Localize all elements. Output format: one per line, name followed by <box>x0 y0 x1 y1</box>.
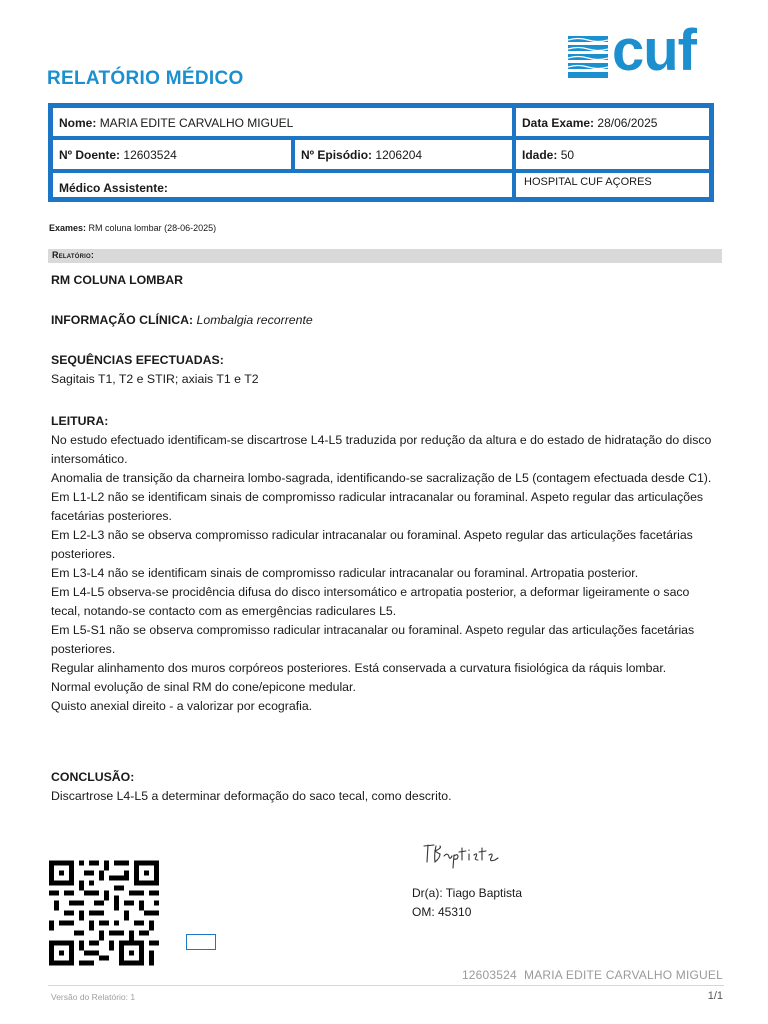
report-section-label: Relatório: <box>52 250 95 260</box>
clinical-info-value: Lombalgia recorrente <box>196 313 313 327</box>
doctor-name: Dr(a): Tiago Baptista <box>412 886 523 900</box>
doctor-om: OM: 45310 <box>412 905 472 919</box>
episode-number: 1206204 <box>375 148 423 162</box>
conclusion-text: Discartrose L4-L5 a determinar deformação do saco tecal, como descrito. <box>51 789 452 803</box>
reading-paragraph: Em L5-S1 não se observa compromisso radicular intracanalar ou foraminal. Aspeto regular das articulações facetárias posteriores. <box>51 623 695 656</box>
exam-date-label: Data Exame: <box>522 116 595 130</box>
cuf-logo-text: cuf <box>612 18 696 83</box>
qr-code-icon <box>49 860 159 966</box>
exams-label: Exames: <box>49 223 87 233</box>
assistant-doctor-label: Médico Assistente: <box>59 181 168 195</box>
patient-number: 12603524 <box>123 148 177 162</box>
exam-date-cell <box>514 106 711 138</box>
reading-paragraph: No estudo efectuado identificam-se discartrose L4-L5 traduzida por redução da altura e do estado de hidratação do disco intersomático. <box>51 433 712 466</box>
reading-paragraph: Anomalia de transição da charneira lombo-sagrada, identificando-se sacralização de L5 (contagem efectuada desde C1). <box>51 471 712 485</box>
page-number: 1/1 <box>707 990 723 1002</box>
sequences-label: SEQUÊNCIAS EFECTUADAS: <box>51 353 224 367</box>
footer-patient: 12603524 MARIA EDITE CARVALHO MIGUEL <box>461 968 723 982</box>
reading-paragraph: Quisto anexial direito - a valorizar por ecografia. <box>51 699 313 713</box>
hospital-name: HOSPITAL CUF AÇORES <box>524 176 652 188</box>
age-label: Idade: <box>522 148 558 162</box>
conclusion-label: CONCLUSÃO: <box>51 770 135 784</box>
doctor-block <box>412 884 522 922</box>
age: 50 <box>560 148 575 162</box>
exams-value: RM coluna lombar (28-06-2025) <box>88 223 217 233</box>
reading-paragraph: Em L2-L3 não se observa compromisso radicular intracanalar ou foraminal. Aspeto regular das articulações facetárias posteriores. <box>51 528 693 561</box>
assistant-doctor-cell <box>51 171 514 199</box>
patient-name-label: Nome: <box>59 116 97 130</box>
sequences-block <box>51 351 721 389</box>
reading-paragraph: Em L4-L5 observa-se procidência difusa do disco intersomático e artropatia posterior, a deformar ligeiramente o saco tecal, notando-se contacto com as emergências radiculares L5. <box>51 585 690 618</box>
exam-date: 28/06/2025 <box>597 116 658 130</box>
age-cell <box>514 138 711 171</box>
report-heading-block <box>51 271 721 290</box>
reading-label: LEITURA: <box>51 414 109 428</box>
reading-paragraph: Em L3-L4 não se identificam sinais de compromisso radicular intracanalar ou foraminal. Artropatia posterior. <box>51 566 639 580</box>
footer-divider <box>48 985 724 986</box>
report-heading: RM COLUNA LOMBAR <box>51 273 184 287</box>
reading-paragraph: Regular alinhamento dos muros corpóreos posteriores. Está conservada a curvatura fisiológica da ráquis lombar. <box>51 661 667 675</box>
patient-name: MARIA EDITE CARVALHO MIGUEL <box>99 116 294 130</box>
conclusion-block <box>51 768 721 806</box>
episode-number-label: Nº Episódio: <box>301 148 373 162</box>
patient-name-cell <box>51 106 514 138</box>
clinical-info-block <box>51 311 721 330</box>
exams-line <box>49 223 216 233</box>
patient-number-label: Nº Doente: <box>59 148 121 162</box>
reading-paragraph: Normal evolução de sinal RM do cone/epicone medular. <box>51 680 356 694</box>
report-title: RELATÓRIO MÉDICO <box>47 68 244 89</box>
sequences-value: Sagitais T1, T2 e STIR; axiais T1 e T2 <box>51 372 259 386</box>
clinical-info-label: INFORMAÇÃO CLÍNICA: <box>51 313 194 327</box>
episode-number-cell <box>293 138 514 171</box>
report-version: Versão do Relatório: 1 <box>51 992 136 1002</box>
small-blue-frame <box>186 934 216 950</box>
hospital-cell <box>514 171 711 199</box>
reading-paragraph: Em L1-L2 não se identificam sinais de compromisso radicular intracanalar ou foraminal. Aspeto regular das articulações facetárias posteriores. <box>51 490 704 523</box>
patient-number-cell <box>51 138 293 171</box>
reading-block <box>51 412 721 716</box>
signature-image <box>418 838 508 872</box>
report-section-bar <box>48 249 722 263</box>
